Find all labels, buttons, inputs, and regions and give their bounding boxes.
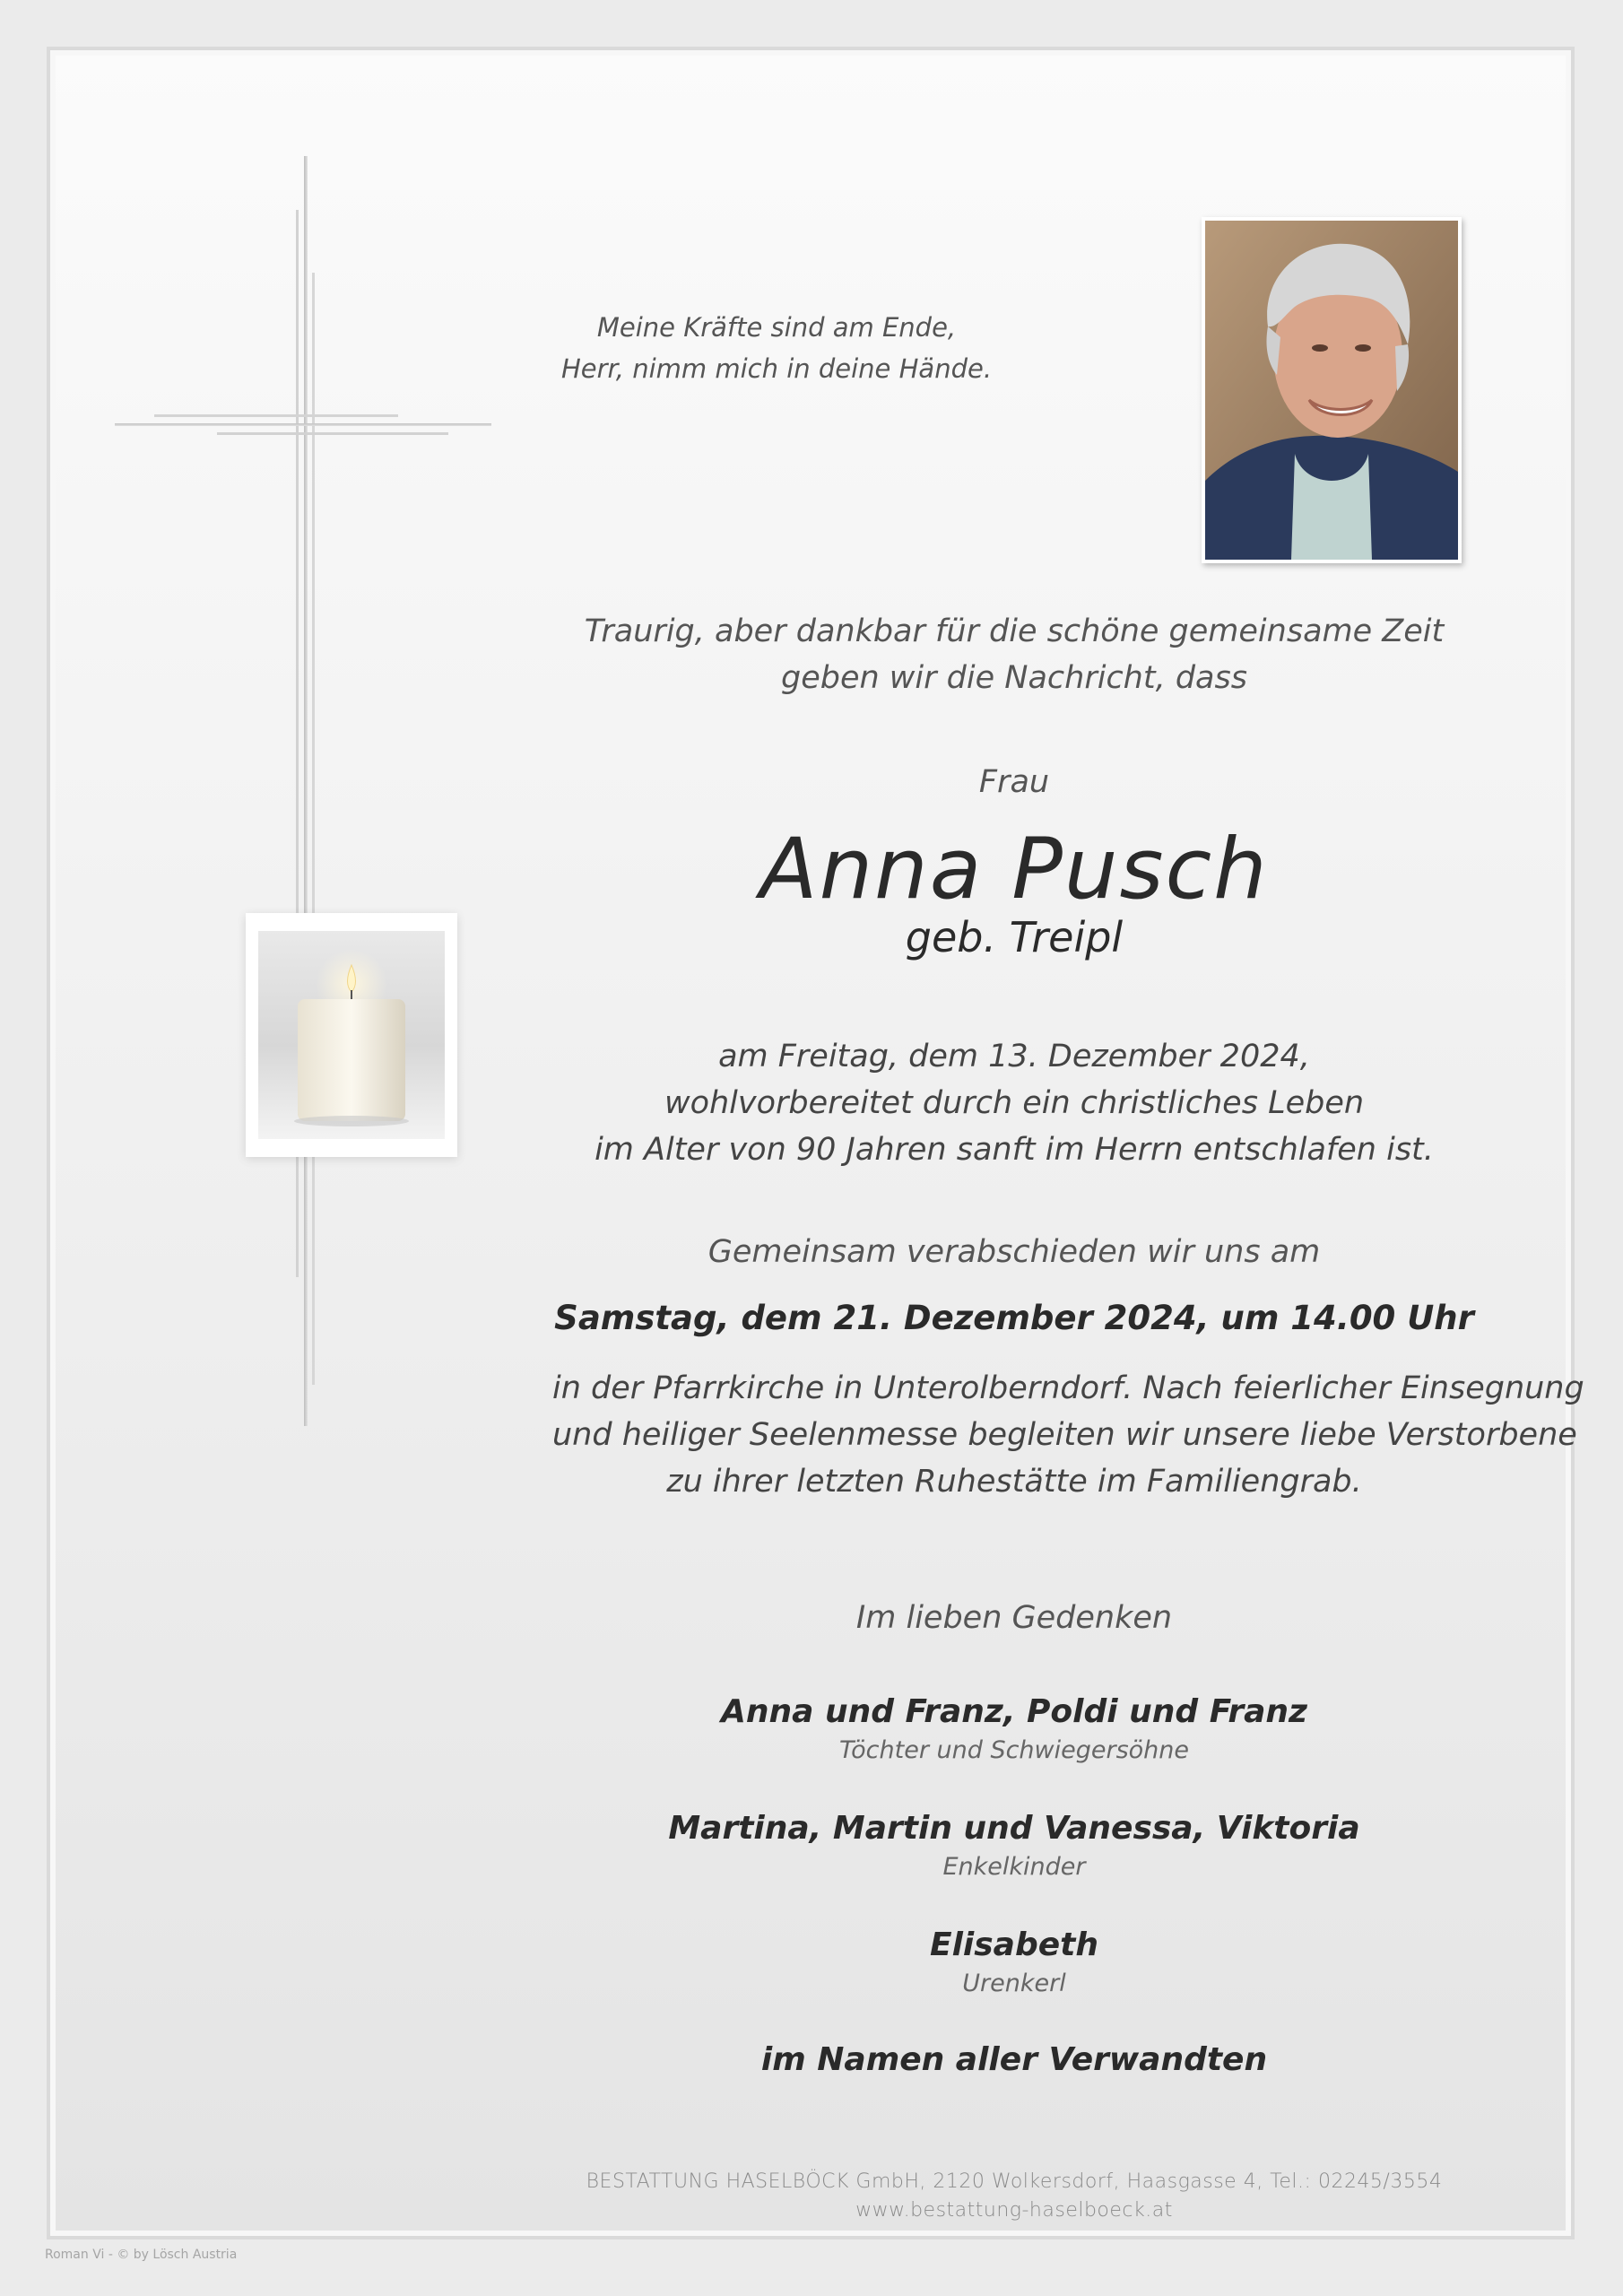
footer-website: www.bestattung-haselboeck.at bbox=[855, 2199, 1173, 2222]
death-line-1: am Freitag, dem 13. Dezember 2024, bbox=[718, 1039, 1310, 1074]
death-line-2: wohlvorbereitet durch ein christliches Leben bbox=[664, 1085, 1365, 1121]
quote-line-2: Herr, nimm mich in deine Hände. bbox=[560, 353, 993, 384]
farewell-intro: Gemeinsam verabschieden wir uns am bbox=[707, 1234, 1321, 1270]
mourner-relation: Urenkerl bbox=[962, 1970, 1066, 1997]
mourner-relation: Töchter und Schwiegersöhne bbox=[838, 1736, 1190, 1764]
death-line-3: im Alter von 90 Jahren sanft im Herrn entschlafen ist. bbox=[595, 1132, 1434, 1168]
farewell-line-2: und heiliger Seelenmesse begleiten wir unsere liebe Verstorbene bbox=[552, 1417, 1577, 1453]
deceased-name: Anna Pusch bbox=[759, 821, 1269, 918]
intro-line-2: geben wir die Nachricht, dass bbox=[781, 660, 1247, 696]
closing-line: im Namen aller Verwandten bbox=[760, 2041, 1268, 2078]
intro-line-1: Traurig, aber dankbar für die schöne gemeinsame Zeit bbox=[584, 613, 1445, 649]
portrait-photo bbox=[1202, 217, 1462, 563]
mourner-relation: Enkelkinder bbox=[942, 1853, 1086, 1881]
farewell-line-3: zu ihrer letzten Ruhestätte im Familiengrab. bbox=[666, 1464, 1362, 1500]
farewell-datetime: Samstag, dem 21. Dezember 2024, um 14.00 Uhr bbox=[554, 1299, 1474, 1337]
footer-address: BESTATTUNG HASELBÖCK GmbH, 2120 Wolkersdorf, Haasgasse 4, Tel.: 02245/3554 bbox=[586, 2170, 1443, 2193]
mourner-names: Anna und Franz, Poldi und Franz bbox=[721, 1693, 1307, 1730]
quote-line-1: Meine Kräfte sind am Ende, bbox=[596, 312, 957, 343]
mourners-heading: Im lieben Gedenken bbox=[855, 1600, 1173, 1636]
obituary-card bbox=[47, 47, 1584, 2239]
maiden-name: geb. Treipl bbox=[905, 913, 1124, 961]
farewell-line-1: in der Pfarrkirche in Unterolberndorf. Nach feierlicher Einsegnung bbox=[552, 1370, 1584, 1406]
candle-image bbox=[246, 913, 457, 1157]
salutation: Frau bbox=[978, 764, 1050, 800]
mourner-names: Elisabeth bbox=[929, 1926, 1098, 1963]
mourner-names: Martina, Martin und Vanessa, Viktoria bbox=[668, 1810, 1360, 1847]
credit-line: Roman Vi - © by Lösch Austria bbox=[45, 2248, 238, 2262]
